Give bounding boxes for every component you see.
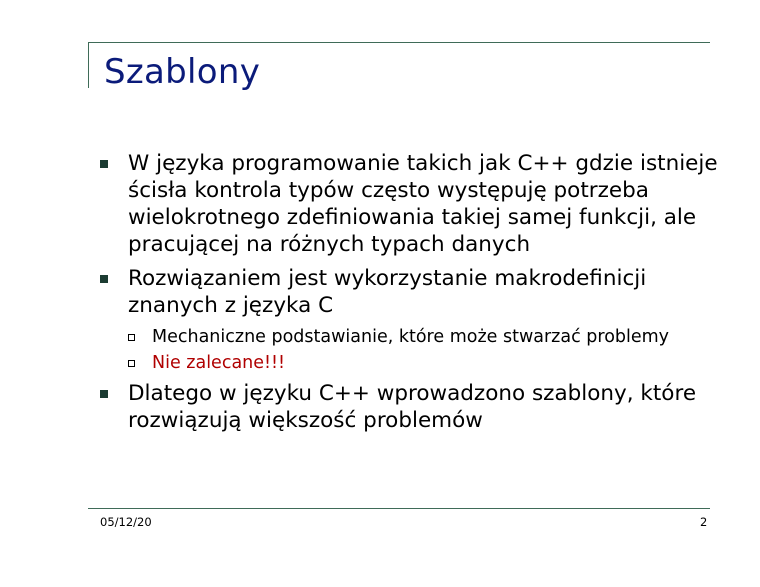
bullet-list (100, 150, 720, 441)
square-bullet-icon (100, 275, 108, 283)
bullet-item-2 (100, 265, 720, 319)
square-bullet-icon (100, 390, 108, 398)
sub-bullet-item-1 (128, 326, 720, 348)
hollow-square-bullet-icon (128, 334, 135, 341)
footer-date: 05/12/20 (100, 515, 152, 529)
bullet-text-2: Rozwiązaniem jest wykorzystanie makrodefinicji znanych z języka C (128, 266, 647, 318)
footer-rule (88, 508, 710, 509)
square-bullet-icon (100, 160, 108, 168)
bullet-item-3 (100, 380, 720, 434)
slide-title: Szablony (104, 52, 261, 92)
bullet-text-1: W języka programowanie takich jak C++ gdzie istnieje ścisła kontrola typów często występuję potrzeba wielokrotnego zdefiniowania takiej samej funkcji, ale pracującej na różnych typach danych (128, 151, 718, 257)
sub-bullet-text-2: Nie zalecane!!! (152, 353, 286, 373)
title-top-rule (88, 42, 710, 43)
sub-bullet-text-1: Mechaniczne podstawianie, które może stwarzać problemy (152, 327, 670, 347)
hollow-square-bullet-icon (128, 360, 135, 367)
title-left-rule (88, 42, 89, 88)
bullet-text-3: Dlatego w języku C++ wprowadzono szablony, które rozwiązują większość problemów (128, 381, 697, 433)
bullet-item-1 (100, 150, 720, 258)
sub-bullet-item-2 (128, 352, 720, 374)
footer-page-number: 2 (700, 515, 708, 529)
